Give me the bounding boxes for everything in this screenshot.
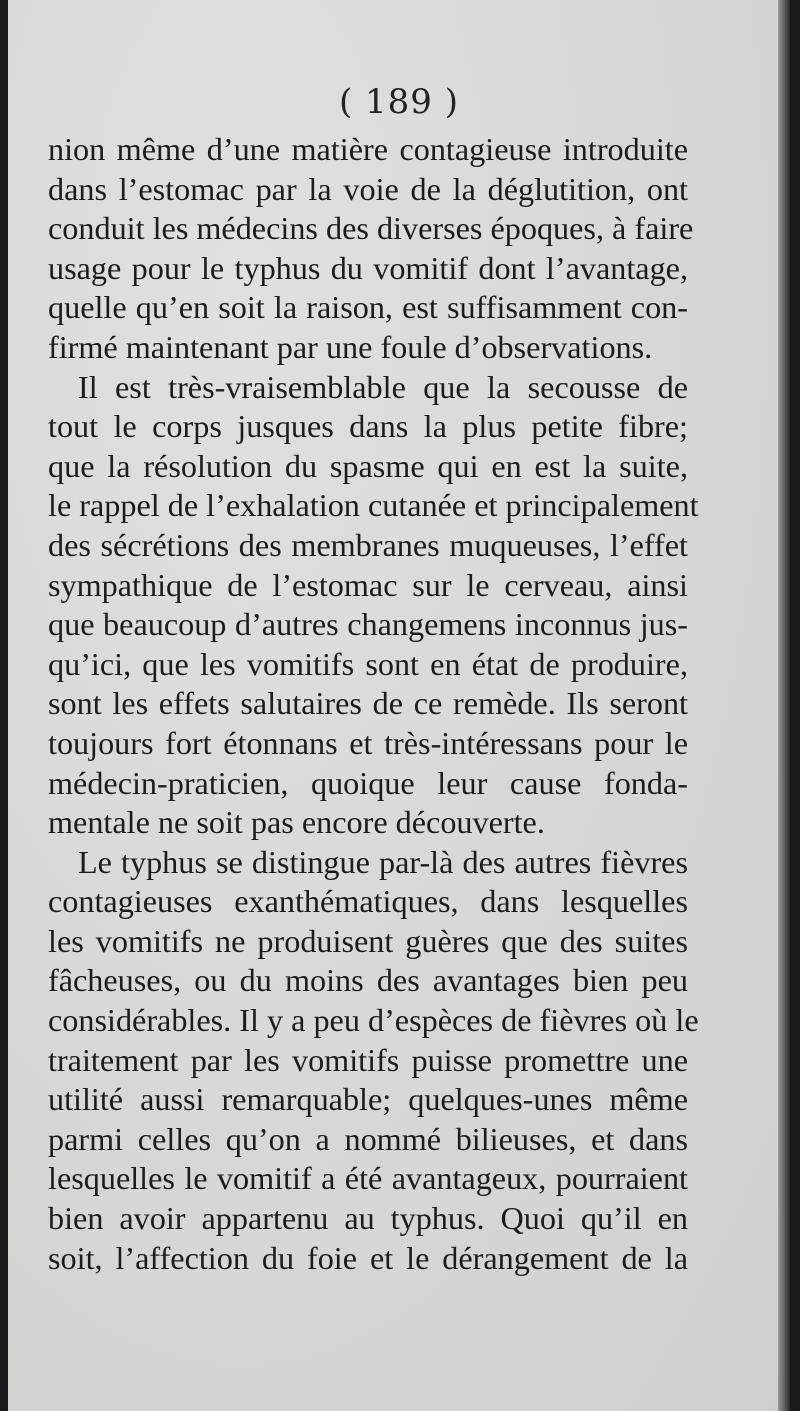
text-line: médecin-praticien, quoique leur cause fonda- (48, 764, 688, 801)
text-line: bien avoir appartenu au typhus. Quoi qu’il en (48, 1200, 688, 1237)
text-line: des sécrétions des membranes muqueuses, l’effet (48, 526, 688, 563)
text-line: conduit les médecins des diverses époques, à faire (48, 210, 694, 247)
text-line: Le typhus se distingue par-là des autres fièvres (78, 843, 688, 880)
text-line: le rappel de l’exhalation cutanée et principalement (48, 487, 699, 524)
text-line: toujours fort étonnans et très-intéressans pour le (48, 724, 688, 761)
text-line: contagieuses exanthématiques, dans lesquelles (48, 883, 688, 920)
text-line: que la résolution du spasme qui en est la suite, (48, 447, 688, 484)
text-line: nion même d’une matière contagieuse introduite (48, 131, 688, 167)
text-line: fâcheuses, ou du moins des avantages bien peu (48, 962, 688, 999)
text-line: mentale ne soit pas encore découverte. (48, 804, 545, 841)
text-line: tout le corps jusques dans la plus petite fibre; (48, 408, 688, 445)
body-text (48, 130, 699, 1278)
text-line: firmé maintenant par une foule d’observations. (48, 328, 653, 365)
text-line: les vomitifs ne produisent guères que des suites (48, 922, 688, 959)
text-line: dans l’estomac par la voie de la déglutition, ont (48, 170, 688, 207)
text-line: soit, l’affection du foie et le dérangement de la (48, 1239, 688, 1276)
text-line: sont les effets salutaires de ce remède. Ils seront (48, 685, 688, 722)
text-line: utilité aussi remarquable; quelques-unes même (48, 1081, 688, 1118)
text-line: Il est très-vraisemblable que la secousse de (78, 368, 688, 405)
book-page (8, 0, 790, 1411)
page-number: ( 189 ) (338, 82, 460, 122)
text-line: sympathique de l’estomac sur le cerveau, ainsi (48, 566, 688, 603)
text-line: considérables. Il y a peu d’espèces de fièvres où le (48, 1002, 699, 1039)
text-line: que beaucoup d’autres changemens inconnus jus- (48, 606, 688, 643)
text-line: traitement par les vomitifs puisse promettre une (48, 1041, 688, 1078)
text-line: parmi celles qu’on a nommé bilieuses, et dans (48, 1120, 688, 1157)
text-line: lesquelles le vomitif a été avantageux, pourraient (48, 1160, 688, 1197)
text-line: qu’ici, que les vomitifs sont en état de produire, (48, 645, 688, 682)
text-line: usage pour le typhus du vomitif dont l’avantage, (48, 249, 688, 286)
text-line: quelle qu’en soit la raison, est suffisamment con- (48, 289, 688, 326)
page-edge-shadow (778, 0, 790, 1411)
